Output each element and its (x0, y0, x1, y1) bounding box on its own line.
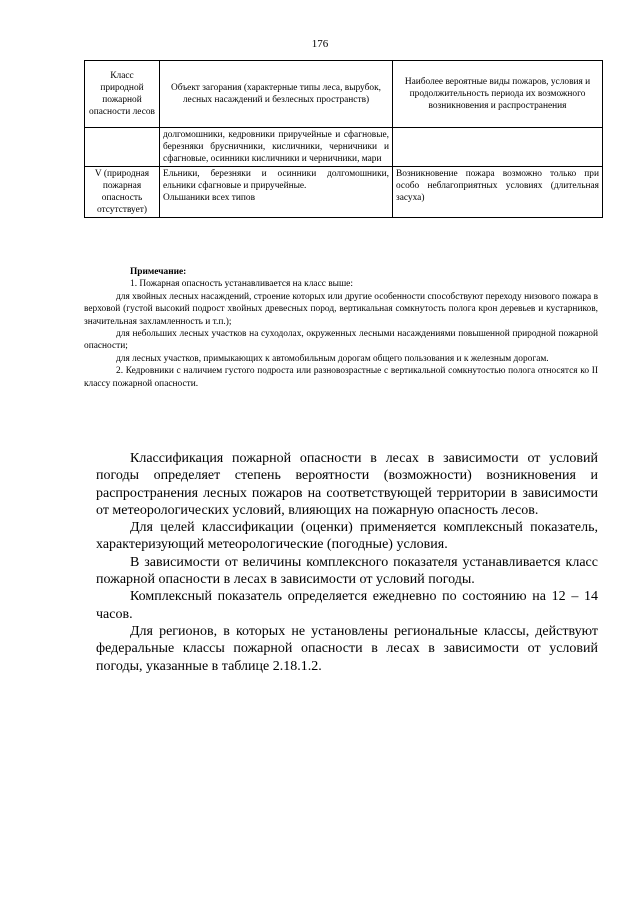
header-class: Класс природной пожарной опасности лесов (85, 61, 160, 128)
note-item-1b: для небольших лесных участков на суходолах, окруженных лесными насаждениями повышенной природной пожарной опасности; (84, 329, 598, 352)
cell-object-v (160, 167, 393, 218)
table-header-row (85, 61, 603, 128)
table-row (85, 167, 603, 218)
cell-object-continued: долгомошники, кедровники приручейные и сфагновые, березняки брусничники, кисличники, черничники и сфагновые, осинники кисличники и черничники, мари (160, 128, 393, 167)
header-fires: Наиболее вероятные виды пожаров, условия и продолжительность периода их возможного возникновения и распространения (393, 61, 603, 128)
cell-object-v-text: Ельники, березняки и осинники долгомошники, ельники сфагновые и приручейные. (163, 169, 389, 191)
cell-class-continued (85, 128, 160, 167)
cell-class-v: V (природная пожарная опасность отсутствует) (85, 167, 160, 218)
note-item-1a: для хвойных лесных насаждений, строение которых или другие особенности способствуют переходу низового пожара в верховой (густой высокий подрост хвойных древесных пород, вертикальная сомкнутость полога крон деревьев и кустарников, значительная захламленность и т.п.); (84, 291, 598, 327)
page-number: 176 (311, 38, 329, 50)
paragraph-2: Для целей классификации (оценки) применяется комплексный показатель, характеризующий метеорологические (погодные) условия. (96, 520, 598, 553)
note-block (84, 266, 598, 390)
paragraph-4: Комплексный показатель определяется ежедневно по состоянию на 12 – 14 часов. (96, 589, 598, 622)
paragraph-1: Классификация пожарной опасности в лесах в зависимости от условий погоды определяет степень вероятности (возможности) возникновения и распространения лесных пожаров на соответствующей территории в зависимости от метеорологических условий, влияющих на пожарную опасность лесов. (96, 451, 598, 518)
paragraph-5: Для регионов, в которых не установлены региональные классы, действуют федеральные классы пожарной опасности в лесах в зависимости от условий погоды, указанные в таблице 2.18.1.2. (96, 623, 598, 674)
note-item-2: 2. Кедровники с наличием густого подроста или разновозрастные с вертикальной сомкнутостью полога относятся ко II классу пожарной опасности. (84, 366, 598, 389)
note-item-1: 1. Пожарная опасность устанавливается на класс выше: (130, 279, 353, 290)
fire-danger-class-table (84, 60, 603, 218)
cell-fires-continued (393, 128, 603, 167)
note-title: Примечание: (130, 267, 187, 277)
note-item-1c: для лесных участков, примыкающих к автомобильным дорогам общего пользования и к железным дорогам. (116, 353, 549, 364)
header-object: Объект загорания (характерные типы леса, вырубок, лесных насаждений и безлесных пространств) (160, 61, 393, 128)
cell-object-v-extra: Ольшаники всех типов (163, 193, 256, 203)
paragraph-3: В зависимости от величины комплексного показателя устанавливается класс пожарной опасности в лесах в зависимости от условий погоды. (96, 554, 598, 588)
body-text (96, 450, 598, 675)
table-row (85, 128, 603, 167)
cell-fires-v: Возникновение пожара возможно только при особо неблагоприятных условиях (длительная засуха) (393, 167, 603, 218)
